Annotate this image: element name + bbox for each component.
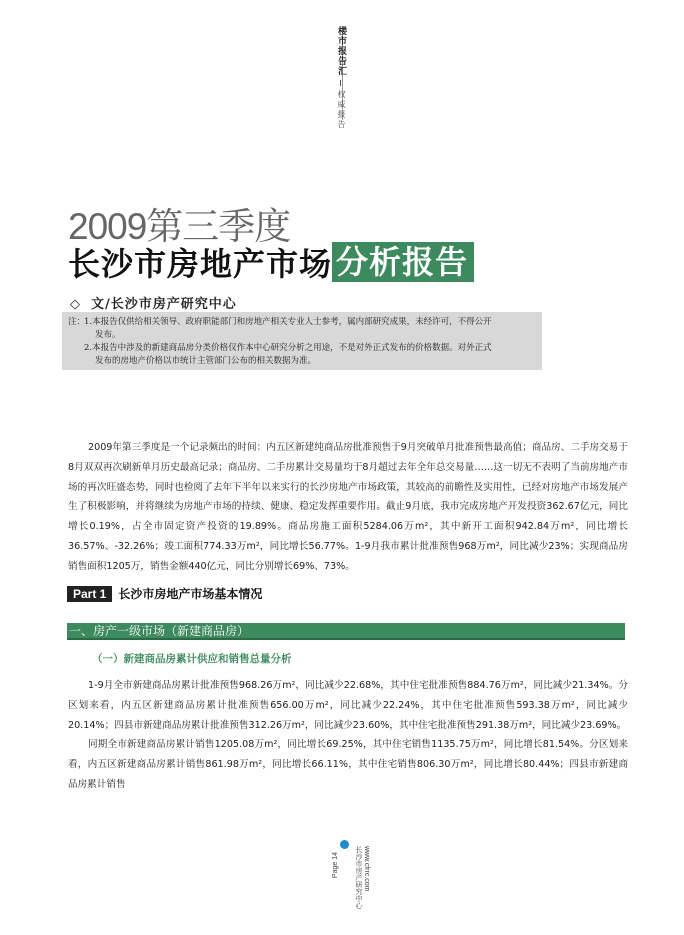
part-tag: Part 1 [67,586,112,602]
footer-url-line2: 长沙市房产研究中心 [355,846,362,909]
header-tag-top: 楼市报告汇 [336,26,346,76]
title-line1: 2009第三季度 [68,206,291,247]
page-number: Page 14 [332,852,339,879]
title-line2 [68,240,474,284]
section-underline [67,638,625,640]
title-main: 长沙市房地产市场 [68,245,333,283]
page-footer [332,838,372,918]
header-tag [330,26,350,130]
note-row [68,342,542,355]
note-row [68,329,542,342]
author-text: 文/长沙市房产研究中心 [91,297,237,312]
note-item: 2.本报告中涉及的新建商品房分类价格仅作本中心研究分析之用途，不是对外正式发布的价格数据。对外正式 [84,343,492,353]
footer-logo-icon [340,840,349,849]
footer-url [354,846,370,909]
note-row [68,316,542,329]
note-row [68,355,542,368]
intro-paragraph: 2009年第三季度是一个记录频出的时间：内五区新建纯商品房批准预售于9月突破单月批准预售最高值；商品房、二手房交易于8月双双再次刷新单月历史最高记录；商品房、二手房累计交易量均于8月超过去年全年总交易量……这一切无不表明了当前房地产市场的再次旺盛态势，同时也检阅了去年下半年以来实行的长沙房地产市场政策，其较高的前瞻性及实用性，已经对房地产市场发展产生了积极影响，并将继续为房地产市场的持续、健康、稳定发挥重要作用。截止9月底，我市完成房地产开发投资362.67亿元，同比增长0.19%，占全市固定资产投资的19.89%。商品房施工面积5284.06万m²，其中新开工面积942.84万m²，同比增长36.57%、-32.26%；竣工面积774.33万m²，同比增长56.77%。1-9月我市累计批准预售968万m²，同比减少23%；实现商品房销售面积1205万，销售金额440亿元，同比分别增长69%、73%。 [68,442,628,572]
subsection-title: （一）新建商品房累计供应和销售总量分析 [92,653,292,665]
note-item: 发布。 [95,330,121,340]
note-item: 1.本报告仅供给相关领导、政府职能部门和房地产相关专业人士参考，属内部研究成果，未经许可，不得公开 [84,317,492,327]
title-highlight: 分析报告 [332,242,474,282]
body-paragraph: 1-9月全市新建商品房累计批准预售968.26万m²，同比减少22.68%，其中住宅批准预售884.76万m²，同比减少21.34%。分区划来看，内五区新建商品房累计批准预售656.00万m²，同比减少22.24%，其中住宅批准预售593.38万m²，同比减少20.14%；四县市新建商品房累计批准预售312.26万m²，同比减少23.60%，其中住宅批准预售291.38万m²，同比减少23.69%。 [68,680,628,731]
section-title-bar: 一、房产一级市场（新建商品房） [67,623,625,640]
note-item: 发布的房地产价格以市统计主管部门公布的相关数据为准。 [95,356,317,366]
header-tag-separator [340,80,341,86]
body-paragraph: 同期全市新建商品房累计销售1205.08万m²，同比增长69.25%，其中住宅销售1135.75万m²，同比增长81.54%。分区划来看，内五区新建商品房累计销售861.98万m²，同比增长66.11%，其中住宅销售806.30万m²，同比增长80.44%；四县市新建商品房累计销售 [68,739,628,790]
header-tag-bottom: 权威报告 [337,90,346,130]
author-line [70,293,237,312]
part-title: 长沙市房地产市场基本情况 [118,587,263,601]
part-heading [67,585,262,602]
note-box [62,312,542,370]
diamond-icon: ◇ [70,297,81,312]
footer-url-line1: www.cfrrc.com [363,846,370,892]
note-label: 注： [68,317,86,327]
